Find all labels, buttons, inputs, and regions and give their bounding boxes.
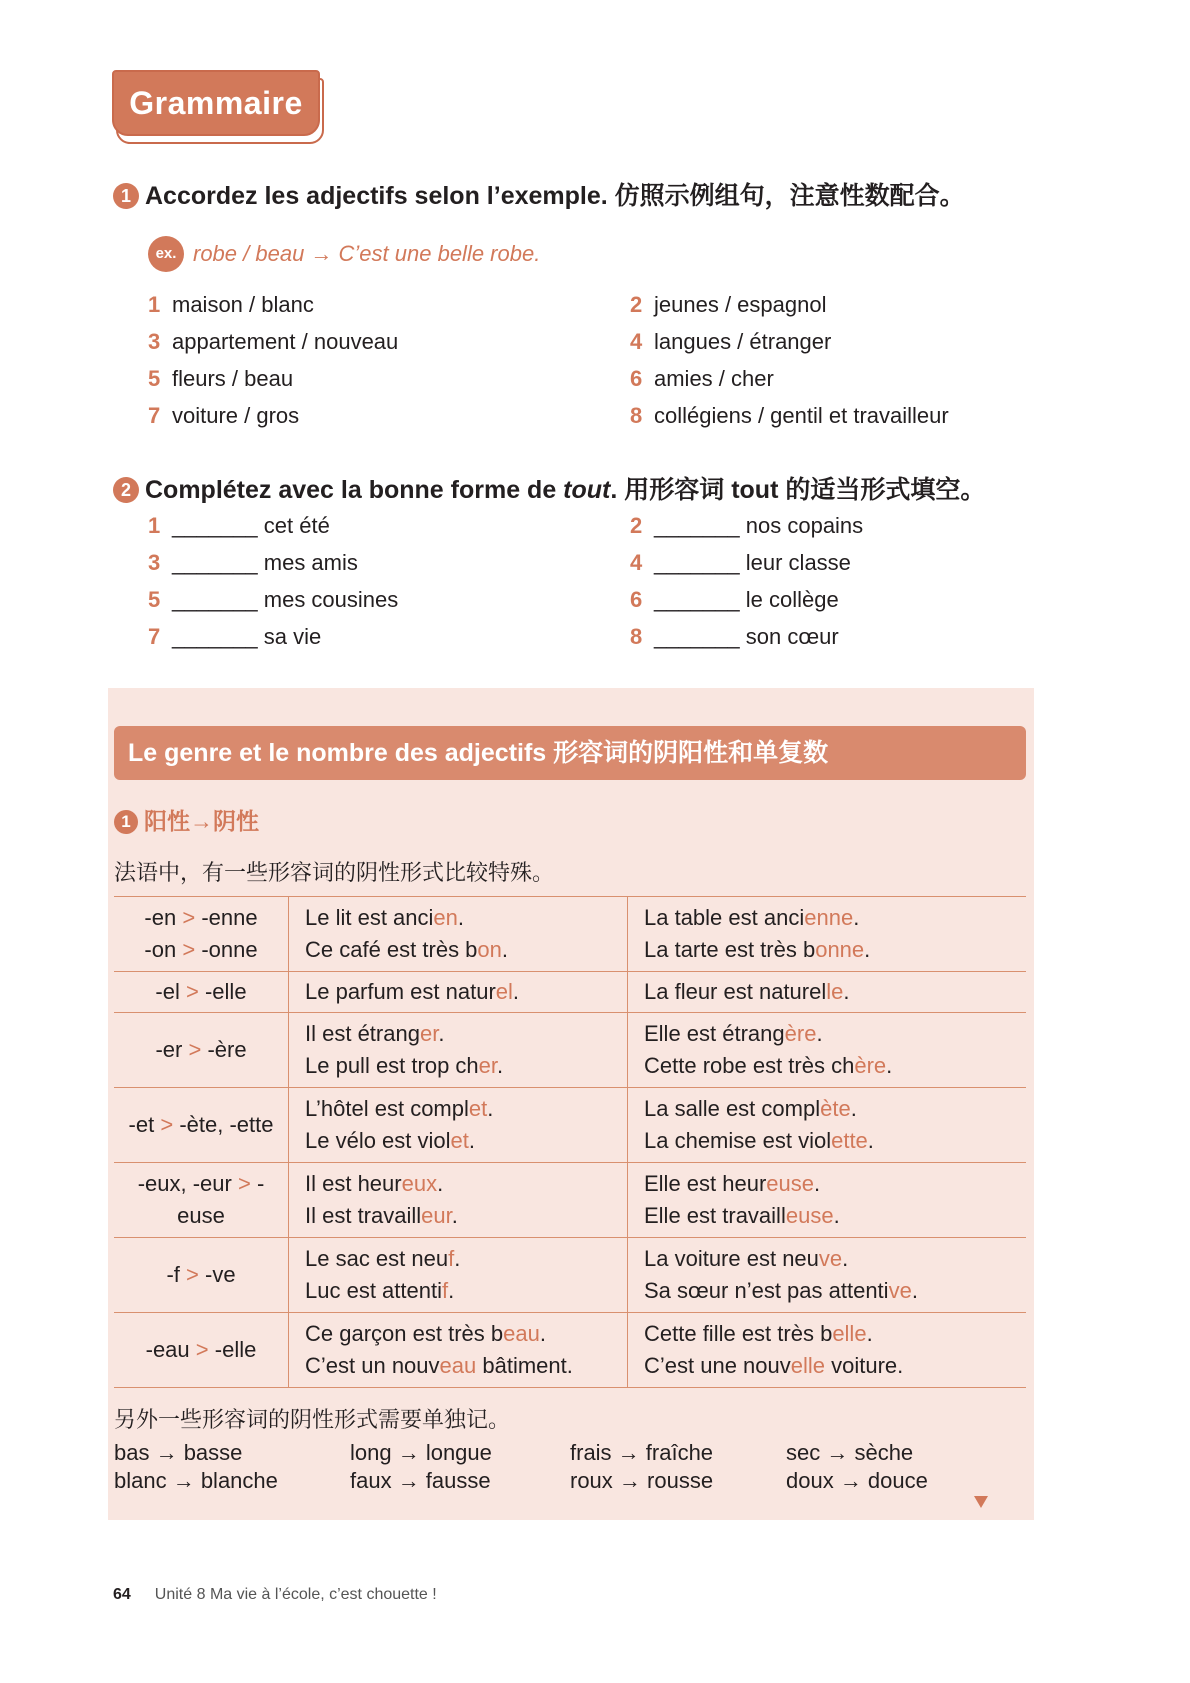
exercise1-item: [630, 403, 949, 429]
exercise-2-instruction-c: . 用形容词 tout 的适当形式填空。: [610, 476, 986, 504]
gender-table: [114, 896, 1026, 1388]
grammaire-badge: [112, 70, 324, 146]
exercise-2-title: [113, 470, 985, 506]
item-text: _______ mes cousines: [172, 587, 399, 612]
exercise-1-title: [113, 176, 965, 212]
exercise2-item: [148, 513, 330, 539]
ending-from: -eux, -eur: [137, 1171, 232, 1196]
ending-rule: [120, 1109, 282, 1141]
highlighted-ending: f: [441, 1278, 449, 1303]
sentence-end: .: [850, 1096, 857, 1121]
item-number: 8: [630, 624, 643, 649]
highlighted-ending: ète: [820, 1096, 851, 1121]
irregular-pair: bas → basse: [114, 1440, 243, 1465]
highlighted-ending: en: [433, 905, 458, 930]
grammar-intro: 法语中，有一些形容词的阴性形式比较特殊。: [114, 860, 555, 885]
highlighted-ending: ve: [888, 1278, 912, 1303]
table-row: [114, 972, 1026, 1013]
table-row: [114, 1313, 1026, 1388]
section-heading: [114, 803, 259, 836]
arrow-icon: >: [188, 1037, 202, 1062]
sentence-start: La fleur est naturel: [644, 979, 827, 1004]
exercise1-item: [630, 292, 826, 318]
sentence-start: Le lit est anci: [305, 905, 434, 930]
item-text: _______ sa vie: [172, 624, 322, 649]
ending-to: -ve: [205, 1262, 236, 1287]
exercise2-item: [630, 624, 839, 650]
sentence-end: bâtiment.: [476, 1353, 573, 1378]
ending-to: -ère: [207, 1037, 247, 1062]
example-badge: ex.: [148, 236, 184, 272]
item-text: _______ son cœur: [654, 624, 839, 649]
arrow-icon: >: [160, 1112, 174, 1137]
sentence-end: .: [487, 1096, 494, 1121]
arrow-icon: >: [186, 1262, 199, 1287]
grammar-note: 另外一些形容词的阴性形式需要单独记。: [114, 1407, 511, 1432]
exercise2-item: [148, 587, 398, 613]
unit-title: Unité 8 Ma vie à l’école, c’est chouette !: [154, 1586, 437, 1603]
example-sentence: [644, 1243, 1010, 1275]
example-sentence: [305, 1275, 611, 1307]
irregular-pair: long → longue: [350, 1440, 492, 1465]
ending-rule-cell: [114, 1088, 289, 1163]
irregular-pair: blanc → blanche: [114, 1468, 278, 1493]
item-number: 3: [148, 550, 161, 575]
sentence-end: .: [814, 1171, 821, 1196]
feminine-example-cell: [628, 972, 1027, 1013]
highlighted-ending: et: [450, 1128, 469, 1153]
sentence-start: Elle est travaill: [644, 1203, 786, 1228]
sentence-end: .: [911, 1278, 918, 1303]
sentence-start: Le sac est neu: [305, 1246, 449, 1271]
item-text: jeunes / espagnol: [654, 292, 827, 317]
irregular-pair: frais → fraîche: [570, 1440, 714, 1465]
highlighted-ending: er: [419, 1021, 439, 1046]
highlighted-ending: ve: [818, 1246, 843, 1271]
arrow-icon: >: [186, 979, 199, 1004]
item-text: _______ nos copains: [654, 513, 864, 538]
highlighted-ending: on: [477, 937, 502, 962]
grammar-bar-title: Le genre et le nombre des adjectifs 形容词的阴阳性和单复数: [114, 726, 1026, 780]
example-sentence: [305, 1050, 611, 1082]
sentence-end: .: [866, 1321, 873, 1346]
example-sentence: [644, 1275, 1010, 1307]
sentence-end: .: [867, 1128, 874, 1153]
feminine-example-cell: [628, 1238, 1027, 1313]
ending-from: -et: [128, 1112, 155, 1137]
highlighted-ending: euse: [766, 1171, 815, 1196]
ending-rule-cell: [114, 1313, 289, 1388]
exercise2-item: [630, 587, 839, 613]
ending-to: -onne: [201, 937, 258, 962]
item-number: 8: [630, 403, 643, 428]
sentence-end: .: [448, 1278, 455, 1303]
page-footer: [113, 1586, 437, 1604]
masculine-example-cell: [289, 1313, 628, 1388]
exercise2-item: [630, 550, 851, 576]
highlighted-ending: euse: [785, 1203, 834, 1228]
example-sentence: [644, 1200, 1010, 1232]
exercise-1-number: 1: [113, 183, 139, 209]
exercise2-item: [630, 513, 863, 539]
sentence-end: .: [454, 1246, 461, 1271]
ending-to: -enne: [201, 905, 258, 930]
item-text: _______ le collège: [654, 587, 839, 612]
ending-rule: [120, 934, 282, 966]
example-sentence: [305, 1125, 611, 1157]
example-sentence: [644, 1350, 1010, 1382]
sentence-end: .: [853, 905, 860, 930]
item-number: 2: [630, 513, 643, 538]
exercise1-item: [148, 292, 314, 318]
exercise-2-number: 2: [113, 477, 139, 503]
item-text: maison / blanc: [172, 292, 314, 317]
item-text: fleurs / beau: [172, 366, 294, 391]
section-title: 阳性→阴性: [144, 808, 259, 834]
sentence-start: Le parfum est natur: [305, 979, 496, 1004]
example-sentence: [644, 934, 1010, 966]
sentence-end: .: [842, 1246, 849, 1271]
item-text: amies / cher: [654, 366, 774, 391]
arrow-icon: >: [182, 937, 196, 962]
sentence-start: Ce garçon est très b: [305, 1321, 504, 1346]
exercise1-item: [148, 403, 299, 429]
sentence-start: Il est travaill: [305, 1203, 422, 1228]
sentence-end: .: [816, 1021, 823, 1046]
example-text: robe / beau → C’est une belle robe.: [193, 241, 541, 266]
ending-rule: [120, 1034, 282, 1066]
sentence-start: Sa sœur n’est pas attenti: [644, 1278, 889, 1303]
item-number: 7: [148, 624, 161, 649]
exercise-1-instruction: Accordez les adjectifs selon l’exemple. 仿照示例组句，注意性数配合。: [145, 182, 965, 210]
sentence-end: .: [864, 937, 871, 962]
exercise1-item: [148, 366, 293, 392]
sentence-end: .: [437, 1171, 444, 1196]
example-sentence: [644, 1050, 1010, 1082]
ending-rule: [120, 1334, 282, 1366]
sentence-end: .: [468, 1128, 476, 1153]
sentence-end: .: [512, 979, 520, 1004]
sentence-end: voiture.: [825, 1353, 904, 1378]
sentence-end: .: [497, 1053, 504, 1078]
sentence-end: .: [501, 937, 509, 962]
ending-rule-cell: [114, 897, 289, 972]
highlighted-ending: ère: [784, 1021, 817, 1046]
sentence-end: .: [457, 905, 465, 930]
exercise2-item: [148, 550, 358, 576]
sentence-start: La tarte est très b: [644, 937, 816, 962]
masculine-example-cell: [289, 1088, 628, 1163]
ending-rule: [120, 1168, 282, 1232]
ending-to: -elle: [214, 1337, 257, 1362]
sentence-start: Le vélo est viol: [305, 1128, 451, 1153]
table-row: [114, 1088, 1026, 1163]
exercise1-item: [630, 366, 774, 392]
item-number: 2: [630, 292, 643, 317]
exercise1-item: [148, 329, 398, 355]
sentence-start: La salle est compl: [644, 1096, 821, 1121]
arrow-icon: >: [182, 905, 196, 930]
item-number: 1: [148, 292, 161, 317]
sentence-start: Le pull est trop ch: [305, 1053, 479, 1078]
item-number: 5: [148, 366, 161, 391]
ending-from: -eau: [145, 1337, 190, 1362]
highlighted-ending: el: [495, 979, 513, 1004]
masculine-example-cell: [289, 1238, 628, 1313]
ending-to: -elle: [204, 979, 247, 1004]
ending-rule: [120, 976, 282, 1008]
highlighted-ending: enne: [804, 905, 854, 930]
example-sentence: [644, 902, 1010, 934]
sentence-start: Luc est attenti: [305, 1278, 442, 1303]
irregular-pair: faux → fausse: [350, 1468, 491, 1493]
ending-rule: [120, 1259, 282, 1291]
sentence-start: La table est anci: [644, 905, 805, 930]
highlighted-ending: elle: [832, 1321, 867, 1346]
example-sentence: [644, 976, 1010, 1008]
example-sentence: [305, 902, 611, 934]
example-sentence: [305, 934, 611, 966]
ending-from: -f: [166, 1262, 180, 1287]
sentence-start: Ce café est très b: [305, 937, 478, 962]
masculine-example-cell: [289, 972, 628, 1013]
irregular-pair: roux → rousse: [570, 1468, 714, 1493]
feminine-example-cell: [628, 1313, 1027, 1388]
sentence-start: La chemise est viol: [644, 1128, 832, 1153]
masculine-example-cell: [289, 1163, 628, 1238]
item-number: 7: [148, 403, 161, 428]
highlighted-ending: ère: [854, 1053, 887, 1078]
exercise-2-instruction-a: Complétez avec la bonne forme de: [145, 476, 564, 504]
masculine-example-cell: [289, 897, 628, 972]
sentence-end: .: [886, 1053, 893, 1078]
ending-to: -euse: [177, 1171, 265, 1228]
page-number: 64: [113, 1586, 131, 1603]
example-sentence: [644, 1125, 1010, 1157]
continue-triangle-icon: [974, 1496, 988, 1508]
highlighted-ending: onne: [815, 937, 865, 962]
ending-to: -ète, -ette: [179, 1112, 274, 1137]
sentence-start: C’est un nouv: [305, 1353, 440, 1378]
highlighted-ending: er: [478, 1053, 498, 1078]
irregular-pair: doux → douce: [786, 1468, 928, 1493]
feminine-example-cell: [628, 897, 1027, 972]
item-text: _______ cet été: [172, 513, 330, 538]
sentence-start: C’est une nouv: [644, 1353, 791, 1378]
arrow-icon: >: [237, 1171, 251, 1196]
item-number: 3: [148, 329, 161, 354]
sentence-start: La voiture est neu: [644, 1246, 819, 1271]
example-sentence: [305, 1168, 611, 1200]
item-text: _______ mes amis: [172, 550, 358, 575]
item-number: 4: [630, 329, 643, 354]
example-sentence: [644, 1318, 1010, 1350]
ending-rule-cell: [114, 1163, 289, 1238]
item-text: _______ leur classe: [654, 550, 851, 575]
feminine-example-cell: [628, 1163, 1027, 1238]
irregular-pair: sec → sèche: [786, 1440, 914, 1465]
arrow-icon: >: [195, 1337, 209, 1362]
table-row: [114, 1238, 1026, 1313]
masculine-example-cell: [289, 1013, 628, 1088]
item-number: 4: [630, 550, 643, 575]
example-sentence: [644, 1018, 1010, 1050]
grammar-box: [108, 688, 1034, 1520]
table-row: [114, 897, 1026, 972]
feminine-example-cell: [628, 1013, 1027, 1088]
example-line: [148, 236, 540, 272]
exercise2-item: [148, 624, 321, 650]
ending-from: -en: [144, 905, 177, 930]
exercise-2-instruction-keyword: tout: [563, 476, 611, 504]
item-number: 5: [148, 587, 161, 612]
sentence-start: Cette robe est très ch: [644, 1053, 855, 1078]
item-text: langues / étranger: [654, 329, 832, 354]
exercise1-item: [630, 329, 831, 355]
ending-rule: [120, 902, 282, 934]
example-sentence: [305, 1200, 611, 1232]
sentence-end: .: [843, 979, 850, 1004]
sentence-start: Il est étrang: [305, 1021, 420, 1046]
highlighted-ending: ette: [831, 1128, 868, 1153]
sentence-start: Il est heur: [305, 1171, 402, 1196]
highlighted-ending: eau: [503, 1321, 540, 1346]
example-sentence: [305, 1318, 611, 1350]
sentence-end: .: [438, 1021, 445, 1046]
ending-from: -on: [144, 937, 177, 962]
highlighted-ending: eur: [421, 1203, 452, 1228]
highlighted-ending: eux: [401, 1171, 438, 1196]
item-number: 6: [630, 366, 643, 391]
sentence-start: L’hôtel est compl: [305, 1096, 469, 1121]
ending-rule-cell: [114, 972, 289, 1013]
example-sentence: [644, 1093, 1010, 1125]
highlighted-ending: et: [468, 1096, 488, 1121]
sentence-end: .: [539, 1321, 546, 1346]
ending-rule-cell: [114, 1013, 289, 1088]
sentence-start: Cette fille est très b: [644, 1321, 833, 1346]
highlighted-ending: eau: [439, 1353, 477, 1378]
item-text: collégiens / gentil et travailleur: [654, 403, 949, 428]
section-number: 1: [114, 810, 138, 834]
highlighted-ending: f: [448, 1246, 455, 1271]
item-number: 6: [630, 587, 643, 612]
example-sentence: [305, 1350, 611, 1382]
sentence-end: .: [833, 1203, 840, 1228]
example-sentence: [305, 1243, 611, 1275]
ending-rule-cell: [114, 1238, 289, 1313]
highlighted-ending: elle: [790, 1353, 826, 1378]
ending-from: -er: [155, 1037, 183, 1062]
badge-label: Grammaire: [112, 70, 320, 136]
highlighted-ending: le: [826, 979, 844, 1004]
item-text: appartement / nouveau: [172, 329, 399, 354]
example-sentence: [305, 1018, 611, 1050]
sentence-start: Elle est heur: [644, 1171, 767, 1196]
item-number: 1: [148, 513, 161, 538]
table-row: [114, 1163, 1026, 1238]
ending-from: -el: [155, 979, 180, 1004]
table-row: [114, 1013, 1026, 1088]
sentence-start: Elle est étrang: [644, 1021, 785, 1046]
sentence-end: .: [451, 1203, 458, 1228]
example-sentence: [305, 976, 611, 1008]
example-sentence: [305, 1093, 611, 1125]
feminine-example-cell: [628, 1088, 1027, 1163]
example-sentence: [644, 1168, 1010, 1200]
item-text: voiture / gros: [172, 403, 300, 428]
